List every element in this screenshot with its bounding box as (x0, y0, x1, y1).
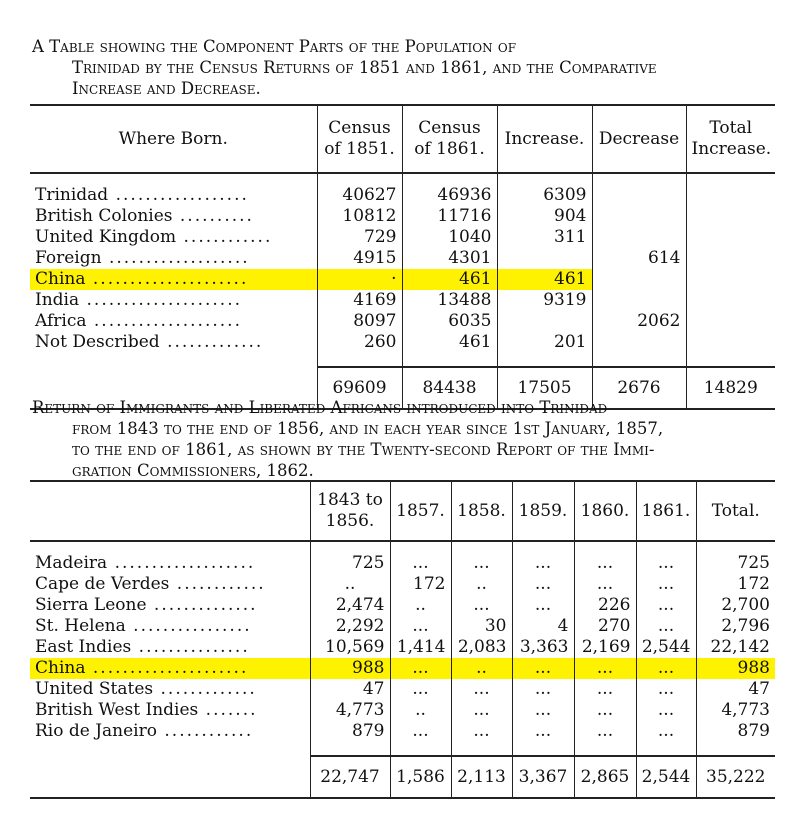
table-row (30, 248, 775, 269)
row-label-text: Trinidad (35, 185, 109, 205)
immigrants-table (30, 480, 775, 799)
total-cell: 3,367 (512, 756, 574, 798)
row-label (30, 553, 310, 574)
table-cell: ... (512, 553, 574, 574)
column-header: Total Increase. (686, 105, 775, 173)
table-cell: 3,363 (512, 637, 574, 658)
table-cell: 879 (310, 721, 390, 742)
leader-dots: ..................... (79, 290, 243, 310)
row-label-text: India (35, 290, 80, 310)
table-cell: ... (390, 658, 451, 679)
table-cell: 4169 (317, 290, 402, 311)
table-cell: 2,292 (310, 616, 390, 637)
column-header: Census of 1861. (402, 105, 497, 173)
table-cell: 40627 (317, 185, 402, 206)
total-cell: 14829 (686, 367, 775, 409)
row-label (30, 311, 317, 332)
table-cell: .. (390, 595, 451, 616)
table-cell: 46936 (402, 185, 497, 206)
title1-line1: A Table showing the Component Parts of the Population of (32, 37, 517, 56)
table-cell: 4301 (402, 248, 497, 269)
table2-title (32, 397, 772, 481)
table-cell (686, 269, 775, 290)
column-header: 1843 to 1856. (310, 481, 390, 541)
table-row (30, 700, 775, 721)
row-label (30, 227, 317, 248)
leader-dots: ................... (107, 553, 256, 573)
table-cell (592, 269, 686, 290)
column-header: Where Born. (30, 105, 317, 173)
table-cell: ... (451, 553, 512, 574)
table-row (30, 658, 775, 679)
table-cell: ... (512, 721, 574, 742)
table-cell: ... (636, 574, 696, 595)
row-label-text: Foreign (35, 248, 102, 268)
row-label-text: China (35, 269, 86, 289)
table-cell: ... (451, 721, 512, 742)
table-cell: 9319 (497, 290, 592, 311)
total-cell: 22,747 (310, 756, 390, 798)
leader-dots: ............. (159, 332, 264, 352)
table-cell: 4,773 (696, 700, 775, 721)
leader-dots: ..................... (85, 658, 249, 678)
table-cell: 4915 (317, 248, 402, 269)
table-cell: 201 (497, 332, 592, 353)
table-cell: 10,569 (310, 637, 390, 658)
leader-dots: .................... (86, 311, 242, 331)
row-label (30, 700, 310, 721)
population-table (30, 104, 775, 410)
column-header (30, 481, 310, 541)
table-row (30, 206, 775, 227)
table-cell: 270 (574, 616, 636, 637)
row-label-text: Africa (35, 311, 87, 331)
leader-dots: ............... (131, 637, 250, 657)
title2-line4: gration Commissioners, 1862. (72, 461, 314, 480)
leader-dots: ................... (101, 248, 250, 268)
column-header: Total. (696, 481, 775, 541)
table-row (30, 227, 775, 248)
column-header: 1860. (574, 481, 636, 541)
row-label (30, 721, 310, 742)
table-cell: ... (574, 658, 636, 679)
row-label-text: St. Helena (35, 616, 126, 636)
table-row (30, 616, 775, 637)
table-cell: ... (636, 679, 696, 700)
table-row (30, 679, 775, 700)
total-cell: 35,222 (696, 756, 775, 798)
table-cell: 879 (696, 721, 775, 742)
table-row (30, 290, 775, 311)
table-cell: 311 (497, 227, 592, 248)
table-cell: ... (451, 700, 512, 721)
table-cell: 260 (317, 332, 402, 353)
row-label (30, 248, 317, 269)
table-cell: 725 (696, 553, 775, 574)
table-cell: ... (574, 700, 636, 721)
row-label (30, 185, 317, 206)
total-cell: 69609 (317, 367, 402, 409)
column-header: 1861. (636, 481, 696, 541)
table-cell: ... (636, 595, 696, 616)
table-cell (686, 248, 775, 269)
row-label-text: United Kingdom (35, 227, 177, 247)
leader-dots: ............ (169, 574, 266, 594)
leader-dots: ............ (156, 721, 254, 741)
table-cell (592, 332, 686, 353)
table-cell: ... (636, 700, 696, 721)
table-cell: 6035 (402, 311, 497, 332)
title2-line1: Return of Immigrants and Liberated Africans introduced into Trinidad (32, 398, 608, 417)
table-row (30, 185, 775, 206)
row-label (30, 658, 310, 679)
table-cell: 2,796 (696, 616, 775, 637)
table-cell (686, 206, 775, 227)
column-header: 1859. (512, 481, 574, 541)
total-cell: 84438 (402, 367, 497, 409)
table-cell: 6309 (497, 185, 592, 206)
row-label-text: British West Indies (35, 700, 199, 720)
row-label (30, 616, 310, 637)
table-cell: 461 (402, 269, 497, 290)
table-cell: .. (310, 574, 390, 595)
table-cell: 4 (512, 616, 574, 637)
table-cell: ... (574, 553, 636, 574)
title2-line3: to the end of 1861, as shown by the Twenty-second Report of the Immi- (72, 440, 655, 459)
table-cell: · (317, 269, 402, 290)
table-row (30, 595, 775, 616)
table-cell: ... (390, 721, 451, 742)
table-cell: ... (512, 595, 574, 616)
leader-dots: .......... (172, 206, 254, 226)
row-label (30, 269, 317, 290)
table-cell: 461 (497, 269, 592, 290)
table-cell: 461 (402, 332, 497, 353)
totals-row (30, 756, 775, 798)
leader-dots: ............. (153, 679, 257, 699)
table-cell: 47 (696, 679, 775, 700)
table-cell: 904 (497, 206, 592, 227)
table-cell: 4,773 (310, 700, 390, 721)
title1-line3: Increase and Decrease. (72, 79, 261, 98)
table1-title (32, 36, 772, 99)
table-cell: ... (512, 679, 574, 700)
title2-line2: from 1843 to the end of 1856, and in each year since 1st January, 1857, (72, 419, 664, 438)
table-cell: 2,700 (696, 595, 775, 616)
table-cell: 614 (592, 248, 686, 269)
column-header: 1858. (451, 481, 512, 541)
table-cell: ... (574, 721, 636, 742)
table-cell (686, 227, 775, 248)
table-row (30, 637, 775, 658)
table-cell: 988 (696, 658, 775, 679)
table-cell (686, 290, 775, 311)
table-cell: ... (636, 721, 696, 742)
total-cell: 1,586 (390, 756, 451, 798)
row-label-text: Not Described (35, 332, 160, 352)
table-cell (592, 185, 686, 206)
totals-label (30, 756, 310, 798)
table-cell: 1040 (402, 227, 497, 248)
column-header: Increase. (497, 105, 592, 173)
leader-dots: .............. (146, 595, 258, 615)
table-cell (592, 227, 686, 248)
table-cell (686, 332, 775, 353)
table-cell (686, 311, 775, 332)
total-cell: 2676 (592, 367, 686, 409)
total-cell: 2,113 (451, 756, 512, 798)
table-cell: 22,142 (696, 637, 775, 658)
table-cell: 2,474 (310, 595, 390, 616)
row-label (30, 332, 317, 353)
table-row (30, 553, 775, 574)
table-row (30, 332, 775, 353)
table-cell: ... (390, 553, 451, 574)
table-cell: 2,544 (636, 637, 696, 658)
table-row (30, 721, 775, 742)
table-row (30, 311, 775, 332)
table-cell: 988 (310, 658, 390, 679)
row-label (30, 679, 310, 700)
title1-line2: Trinidad by the Census Returns of 1851 and 1861, and the Comparative (72, 58, 657, 77)
table-cell (592, 206, 686, 227)
table-cell: .. (451, 574, 512, 595)
leader-dots: ............ (176, 227, 273, 247)
row-label (30, 206, 317, 227)
table-cell: 2,169 (574, 637, 636, 658)
table-cell: 30 (451, 616, 512, 637)
table-cell: ... (512, 658, 574, 679)
table-cell (497, 248, 592, 269)
row-label-text: Sierra Leone (35, 595, 147, 615)
row-label (30, 574, 310, 595)
row-label-text: British Colonies (35, 206, 173, 226)
leader-dots: ................ (125, 616, 252, 636)
table-cell: ... (512, 700, 574, 721)
table-cell: .. (451, 658, 512, 679)
table-cell: .. (390, 700, 451, 721)
table-cell: ... (574, 574, 636, 595)
leader-dots: ..................... (85, 269, 249, 289)
table-cell: 725 (310, 553, 390, 574)
table-cell: 2,083 (451, 637, 512, 658)
table-cell (686, 185, 775, 206)
table-cell: 729 (317, 227, 402, 248)
table-cell: 172 (390, 574, 451, 595)
table-cell: 8097 (317, 311, 402, 332)
row-label-text: Cape de Verdes (35, 574, 170, 594)
row-label-text: Madeira (35, 553, 108, 573)
table-cell: ... (574, 679, 636, 700)
leader-dots: ....... (198, 700, 258, 720)
table-cell: ... (636, 658, 696, 679)
row-label (30, 637, 310, 658)
leader-dots: .................. (108, 185, 249, 205)
total-cell: 2,544 (636, 756, 696, 798)
table-cell: 10812 (317, 206, 402, 227)
table-cell (497, 311, 592, 332)
table-cell: ... (451, 679, 512, 700)
table-row (30, 574, 775, 595)
row-label-text: Rio de Janeiro (35, 721, 157, 741)
table-cell: 226 (574, 595, 636, 616)
row-label (30, 290, 317, 311)
table-cell: 13488 (402, 290, 497, 311)
table-cell: 172 (696, 574, 775, 595)
column-header: Decrease (592, 105, 686, 173)
table-row (30, 269, 775, 290)
table-cell: ... (390, 616, 451, 637)
table-cell: ... (512, 574, 574, 595)
table-cell: ... (636, 616, 696, 637)
table-cell: ... (451, 595, 512, 616)
table-cell (592, 290, 686, 311)
table-cell: ... (636, 553, 696, 574)
column-header: 1857. (390, 481, 451, 541)
total-cell: 2,865 (574, 756, 636, 798)
total-cell: 17505 (497, 367, 592, 409)
row-label-text: China (35, 658, 86, 678)
row-label (30, 595, 310, 616)
column-header: Census of 1851. (317, 105, 402, 173)
table-cell: 11716 (402, 206, 497, 227)
row-label-text: East Indies (35, 637, 132, 657)
table-cell: ... (390, 679, 451, 700)
table-cell: 47 (310, 679, 390, 700)
table-cell: 2062 (592, 311, 686, 332)
table-cell: 1,414 (390, 637, 451, 658)
row-label-text: United States (35, 679, 154, 699)
